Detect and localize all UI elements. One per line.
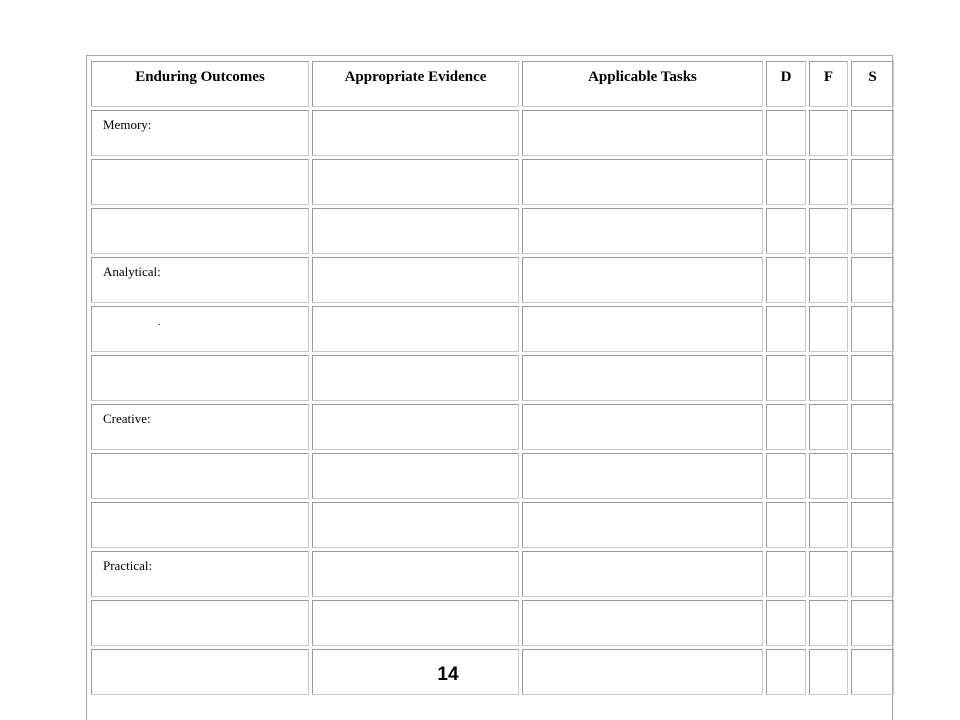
table-row [91, 551, 894, 597]
evidence-cell [312, 404, 519, 450]
table-row [91, 649, 894, 695]
s-cell [851, 453, 894, 499]
tasks-cell [522, 600, 763, 646]
s-cell [851, 306, 894, 352]
header-s: S [851, 61, 894, 107]
evidence-cell [312, 159, 519, 205]
table-row [91, 453, 894, 499]
d-cell [766, 453, 806, 499]
f-cell [809, 649, 848, 695]
tasks-cell [522, 404, 763, 450]
outcome-cell [91, 453, 309, 499]
tasks-cell [522, 257, 763, 303]
d-cell [766, 551, 806, 597]
table-row [91, 208, 894, 254]
f-cell [809, 502, 848, 548]
d-cell [766, 502, 806, 548]
s-cell [851, 551, 894, 597]
outcome-cell-practical: Practical: [91, 551, 309, 597]
f-cell [809, 551, 848, 597]
table-row [91, 355, 894, 401]
s-cell [851, 257, 894, 303]
tasks-cell [522, 551, 763, 597]
outcomes-table [88, 58, 897, 698]
outcome-cell [91, 159, 309, 205]
d-cell [766, 306, 806, 352]
stray-dot: . [158, 317, 161, 328]
d-cell [766, 208, 806, 254]
f-cell [809, 404, 848, 450]
s-cell [851, 208, 894, 254]
s-cell [851, 649, 894, 695]
header-appropriate-evidence: Appropriate Evidence [312, 61, 519, 107]
page-number: 14 [437, 664, 459, 685]
header-d: D [766, 61, 806, 107]
s-cell [851, 502, 894, 548]
evidence-cell [312, 110, 519, 156]
evidence-cell [312, 306, 519, 352]
tasks-cell [522, 208, 763, 254]
tasks-cell [522, 306, 763, 352]
table-row [91, 404, 894, 450]
f-cell [809, 159, 848, 205]
evidence-cell [312, 502, 519, 548]
evidence-cell [312, 355, 519, 401]
table-row [91, 159, 894, 205]
outcome-cell-memory: Memory: [91, 110, 309, 156]
header-enduring-outcomes: Enduring Outcomes [91, 61, 309, 107]
tasks-cell [522, 355, 763, 401]
f-cell [809, 600, 848, 646]
evidence-cell [312, 453, 519, 499]
f-cell [809, 306, 848, 352]
outcome-cell-creative: Creative: [91, 404, 309, 450]
d-cell [766, 355, 806, 401]
outcome-cell [91, 502, 309, 548]
s-cell [851, 159, 894, 205]
outcome-cell [91, 306, 309, 352]
s-cell [851, 600, 894, 646]
d-cell [766, 257, 806, 303]
tasks-cell [522, 502, 763, 548]
header-f: F [809, 61, 848, 107]
f-cell [809, 453, 848, 499]
table-row [91, 257, 894, 303]
s-cell [851, 355, 894, 401]
s-cell [851, 110, 894, 156]
f-cell [809, 355, 848, 401]
d-cell [766, 110, 806, 156]
evidence-cell [312, 208, 519, 254]
outcome-cell [91, 355, 309, 401]
header-row [91, 61, 894, 107]
d-cell [766, 404, 806, 450]
outcome-cell [91, 649, 309, 695]
evidence-cell [312, 257, 519, 303]
tasks-cell [522, 453, 763, 499]
outcome-cell-analytical: Analytical: [91, 257, 309, 303]
f-cell [809, 208, 848, 254]
outcome-cell [91, 208, 309, 254]
table-row [91, 502, 894, 548]
d-cell [766, 159, 806, 205]
table-row [91, 600, 894, 646]
header-applicable-tasks: Applicable Tasks [522, 61, 763, 107]
f-cell [809, 257, 848, 303]
tasks-cell [522, 110, 763, 156]
f-cell [809, 110, 848, 156]
table-row [91, 110, 894, 156]
evidence-cell [312, 551, 519, 597]
tasks-cell [522, 159, 763, 205]
d-cell [766, 649, 806, 695]
evidence-cell [312, 600, 519, 646]
outcome-cell [91, 600, 309, 646]
table-row [91, 306, 894, 352]
tasks-cell [522, 649, 763, 695]
evidence-cell [312, 649, 519, 695]
s-cell [851, 404, 894, 450]
d-cell [766, 600, 806, 646]
